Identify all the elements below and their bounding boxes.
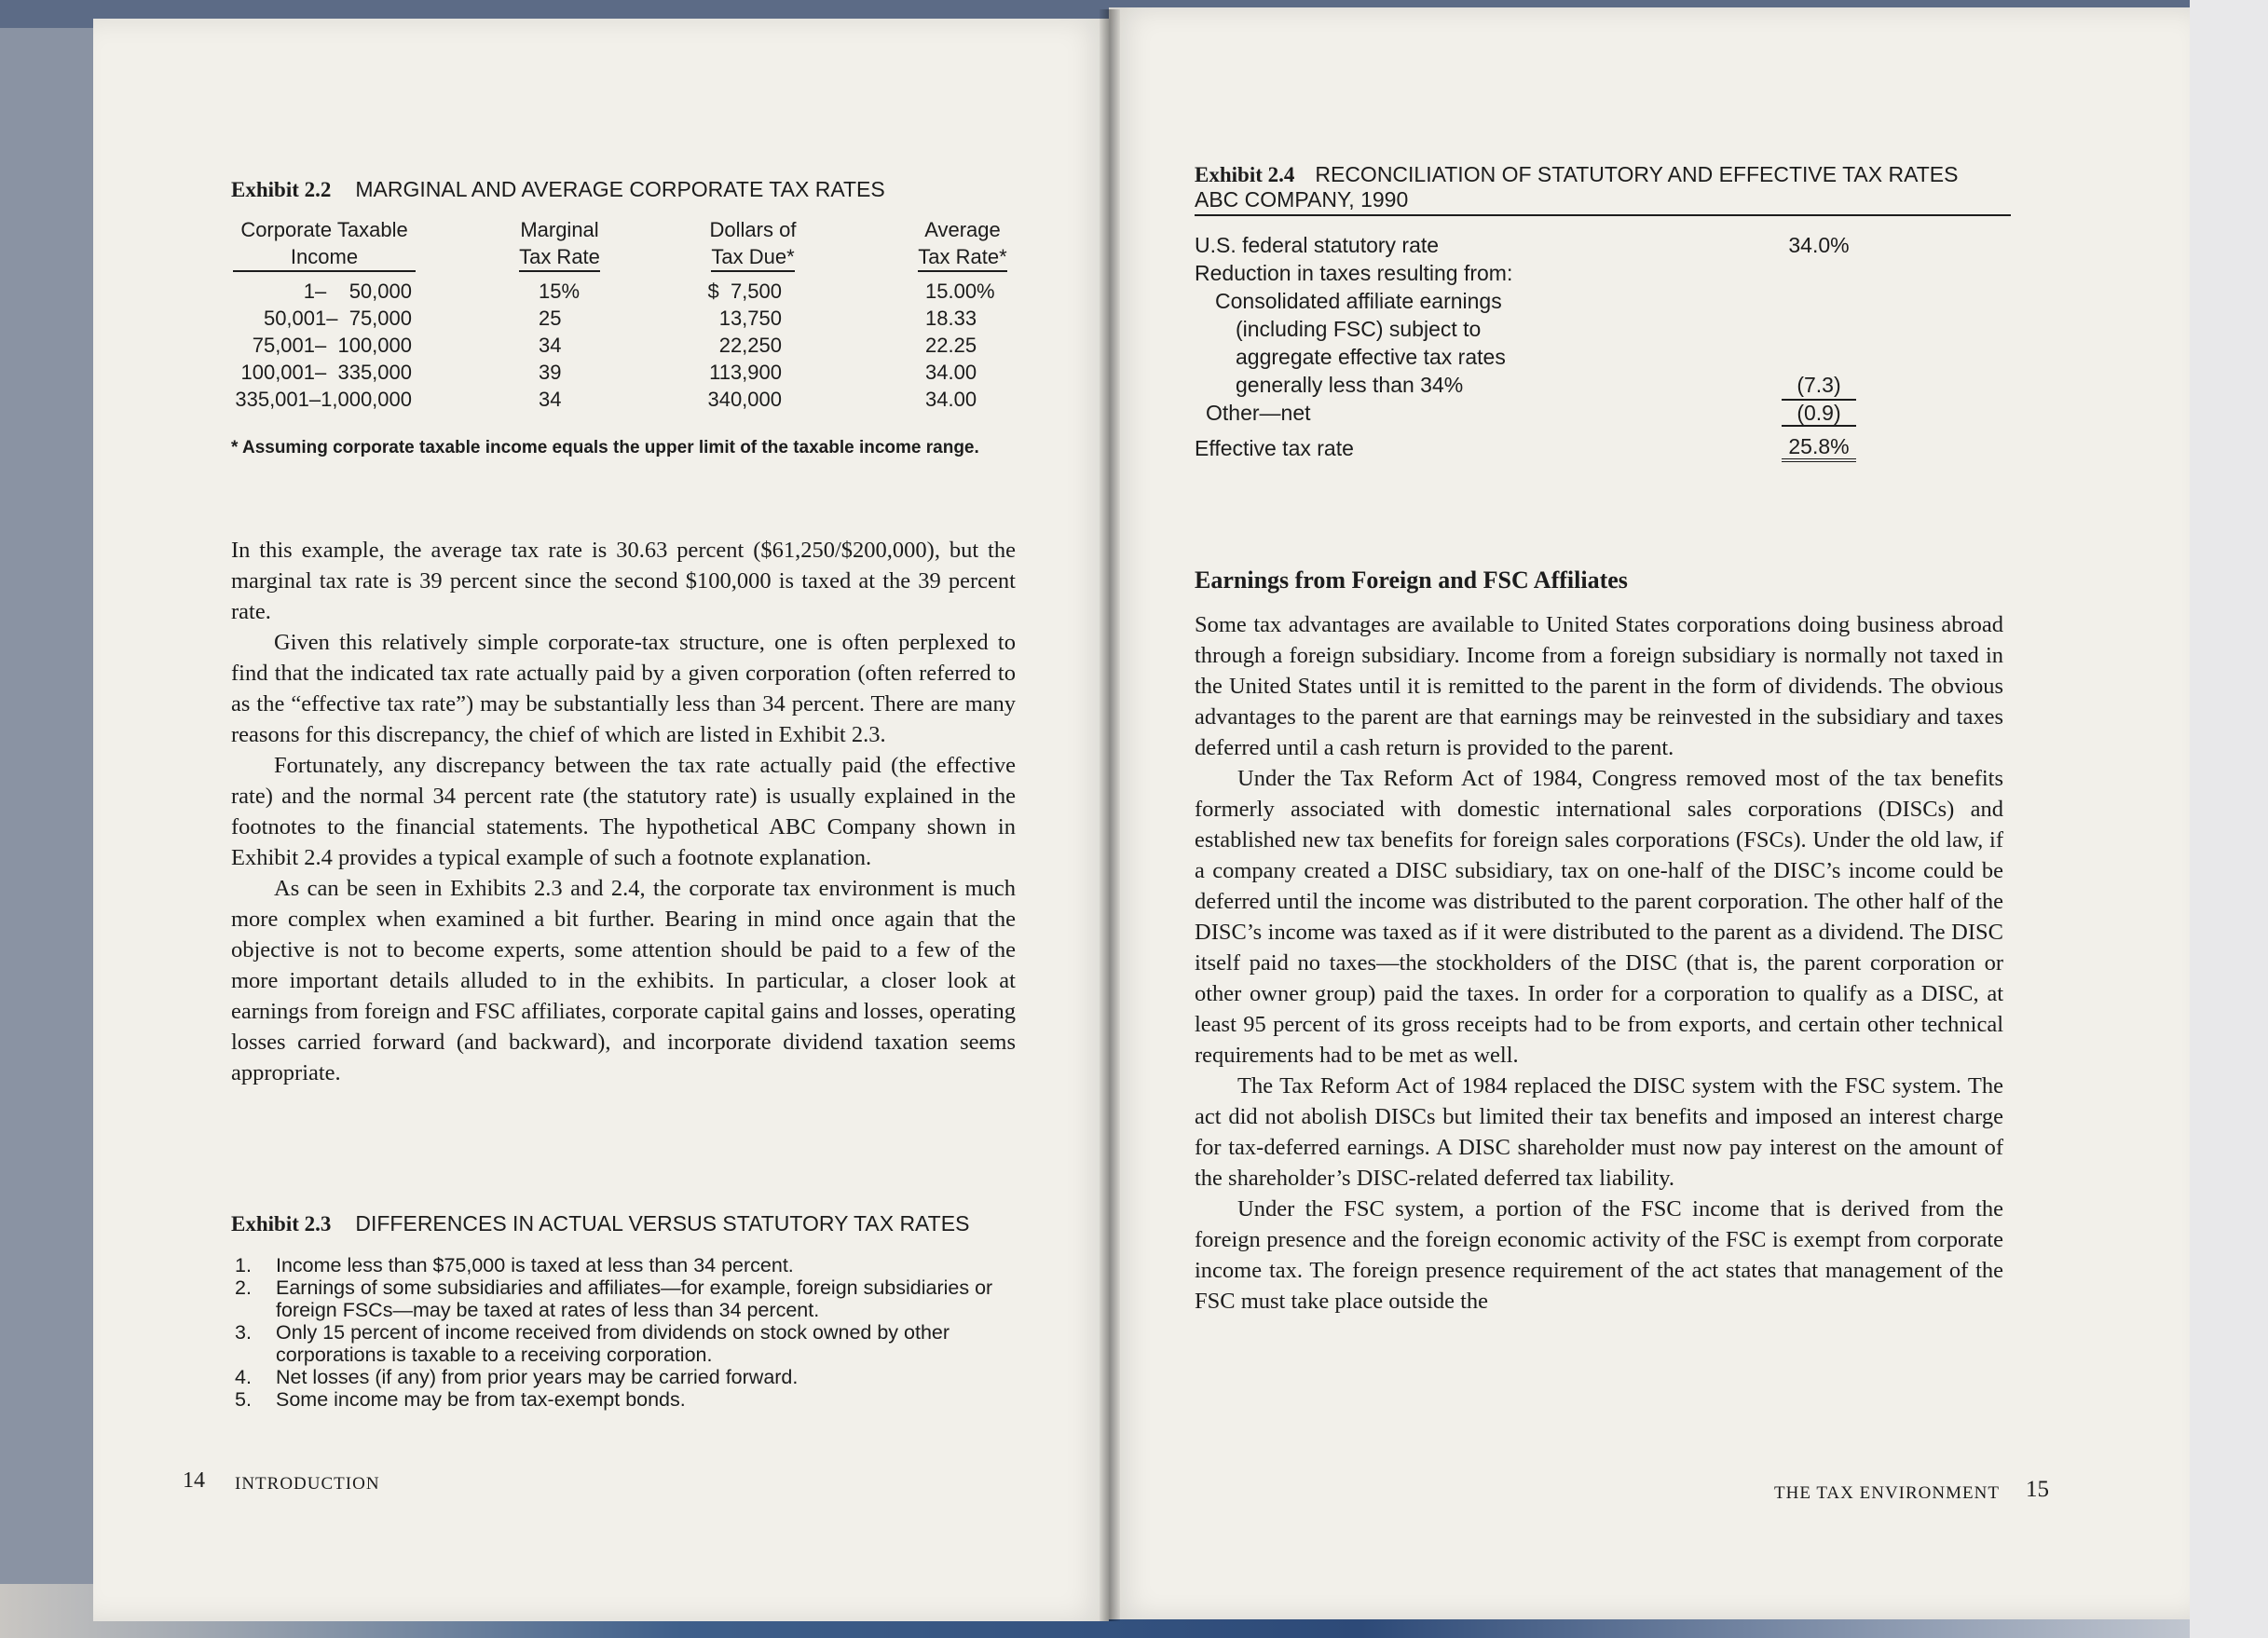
table-row: U.S. federal statutory rate 34.0% xyxy=(1195,233,1850,257)
right-page-number: 15 xyxy=(2026,1477,2049,1502)
right-body-text xyxy=(1195,609,2003,1317)
table-row: 50,001– 75,000 25 13,750 18.33 xyxy=(263,307,977,330)
table-row: (including FSC) subject to xyxy=(1236,317,1482,341)
col-header-income: Corporate Taxable Income xyxy=(231,216,417,272)
paragraph: In this example, the average tax rate is 30.63 percent ($61,250/$200,000), but the marginal tax rate is 39 percent since the second $100,000 is taxed at the 39 percent rate. xyxy=(231,538,1016,624)
list-item: 1. Income less than $75,000 is taxed at less than 34 percent. xyxy=(235,1254,794,1276)
backdrop-right xyxy=(2190,0,2268,1638)
right-running-footer: THE TAX ENVIRONMENT xyxy=(1774,1483,2000,1503)
list-item: 2. Earnings of some subsidiaries and affiliates—for example, foreign subsidiaries or foreign FSCs—may be taxed at rates of less than 34 percent. xyxy=(235,1276,993,1321)
exhibit-title: DIFFERENCES IN ACTUAL VERSUS STATUTORY TAX RATES xyxy=(355,1211,970,1235)
book-gutter xyxy=(1100,9,1120,1621)
left-running-footer: INTRODUCTION xyxy=(235,1474,380,1494)
exhibit-2-2-footnote: * Assuming corporate taxable income equals the upper limit of the taxable income range. xyxy=(231,438,979,457)
exhibit-2-4-heading xyxy=(1195,162,2011,216)
left-page-number: 14 xyxy=(183,1468,205,1493)
exhibit-2-4-table xyxy=(1195,231,2007,462)
table-row: Consolidated affiliate earnings xyxy=(1215,289,1502,313)
exhibit-2-2-table xyxy=(231,216,1018,415)
list-item: 3. Only 15 percent of income received from dividends on stock owned by other corporations is taxable to a receiving corporation. xyxy=(235,1321,950,1366)
exhibit-label: Exhibit 2.2 xyxy=(231,178,332,201)
section-heading: Earnings from Foreign and FSC Affiliates xyxy=(1195,566,1628,594)
paragraph: Under the FSC system, a portion of the FSC income that is derived from the foreign presence and the foreign economic activity of the FSC is exempt from corporate income tax. The foreign presence requirement of the act states that management of the FSC must take place outside the xyxy=(1195,1196,2003,1314)
col-header-tax-due: Dollars of Tax Due* xyxy=(702,216,804,272)
table-row: 335,001–1,000,000 34 340,000 34.00 xyxy=(235,388,977,411)
exhibit-label: Exhibit 2.4 xyxy=(1195,163,1295,186)
table-row: 75,001– 100,000 34 22,250 22.25 xyxy=(252,334,977,357)
table-row: Reduction in taxes resulting from: xyxy=(1195,261,1513,285)
exhibit-2-2-heading xyxy=(231,177,885,202)
list-item: 4. Net losses (if any) from prior years may be carried forward. xyxy=(235,1366,799,1388)
exhibit-title: RECONCILIATION OF STATUTORY AND EFFECTIVE TAX RATES xyxy=(1315,162,1959,186)
table-row: aggregate effective tax rates xyxy=(1236,345,1506,369)
exhibit-label: Exhibit 2.3 xyxy=(231,1212,332,1235)
left-body-text xyxy=(231,535,1016,1088)
paragraph: The Tax Reform Act of 1984 replaced the DISC system with the FSC system. The act did not abolish DISCs but limited their tax benefits and imposed an interest charge for tax-deferred earnings. A DISC shareholder must now pay interest on the amount of the shareholder’s DISC-related deferred tax liability. xyxy=(1195,1073,2003,1191)
paragraph: Under the Tax Reform Act of 1984, Congress removed most of the tax benefits formerly associated with domestic international sales corporations (DISCs) and established new tax benefits for foreign sales corporations (FSCs). Under the old law, if a company created a DISC subsidiary, tax on one-half of the DISC’s income could be deferred until the income was distributed to the parent corporation. The other half of the DISC’s income was taxed as if it were distributed to the parent as a dividend. The DISC itself paid no taxes—the stockholders of the DISC (that is, the parent corporation or other owner group) paid the taxes. In order for a corporation to qualify as a DISC, at least 95 percent of its gross receipts had to be from exports, and certain other technical requirements had to be met as well. xyxy=(1195,766,2003,1068)
exhibit-2-3-heading xyxy=(231,1211,969,1236)
table-row: generally less than 34% (7.3) xyxy=(1236,373,1841,397)
paragraph: Fortunately, any discrepancy between the tax rate actually paid (the effective rate) and the normal 34 percent rate (the statutory rate) is usually explained in the footnotes to the financial statements. The hypothetical ABC Company shown in Exhibit 2.4 provides a typical example of such a footnote explanation. xyxy=(231,753,1016,870)
paragraph: Given this relatively simple corporate-tax structure, one is often perplexed to find that the indicated tax rate actually paid by a given corporation (often referred to as the “effective tax rate”) may be substantially less than 34 percent. There are many reasons for this discrepancy, the chief of which are listed in Exhibit 2.3. xyxy=(231,630,1016,747)
col-header-marginal: Marginal Tax Rate xyxy=(515,216,604,272)
exhibit-2-3-list xyxy=(235,1254,1014,1411)
paragraph: Some tax advantages are available to United States corporations doing business abroad through a foreign subsidiary. Income from a foreign subsidiary is normally not taxed in the United States until it is remitted to the parent in the form of dividends. The obvious advantages to the parent are that earnings may be reinvested in the subsidiary and taxes deferred until a cash return is provided to the parent. xyxy=(1195,612,2003,760)
table-row: Effective tax rate 25.8% xyxy=(1195,434,2007,462)
col-header-average: Average Tax Rate* xyxy=(907,216,1018,272)
exhibit-subtitle: ABC COMPANY, 1990 xyxy=(1195,187,2011,216)
table-row: Other—net (0.9) xyxy=(1195,399,2007,427)
paragraph: As can be seen in Exhibits 2.3 and 2.4, the corporate tax environment is much more complex when examined a bit further. Bearing in mind once again that the objective is not to become experts, some attention should be paid to a few of the more important details alluded to in the exhibits. In particular, a closer look at earnings from foreign and FSC affiliates, corporate capital gains and losses, operating losses carried forward (and backward), and incorporate dividend taxation seems appropriate. xyxy=(231,876,1016,1085)
table-row: 1– 50,000 15% $ 7,500 15.00% xyxy=(303,280,995,303)
table-header xyxy=(231,216,1018,274)
list-item: 5. Some income may be from tax-exempt bonds. xyxy=(235,1388,686,1411)
table-row: 100,001– 335,000 39 113,900 34.00 xyxy=(240,361,977,384)
exhibit-title: MARGINAL AND AVERAGE CORPORATE TAX RATES xyxy=(355,177,885,201)
